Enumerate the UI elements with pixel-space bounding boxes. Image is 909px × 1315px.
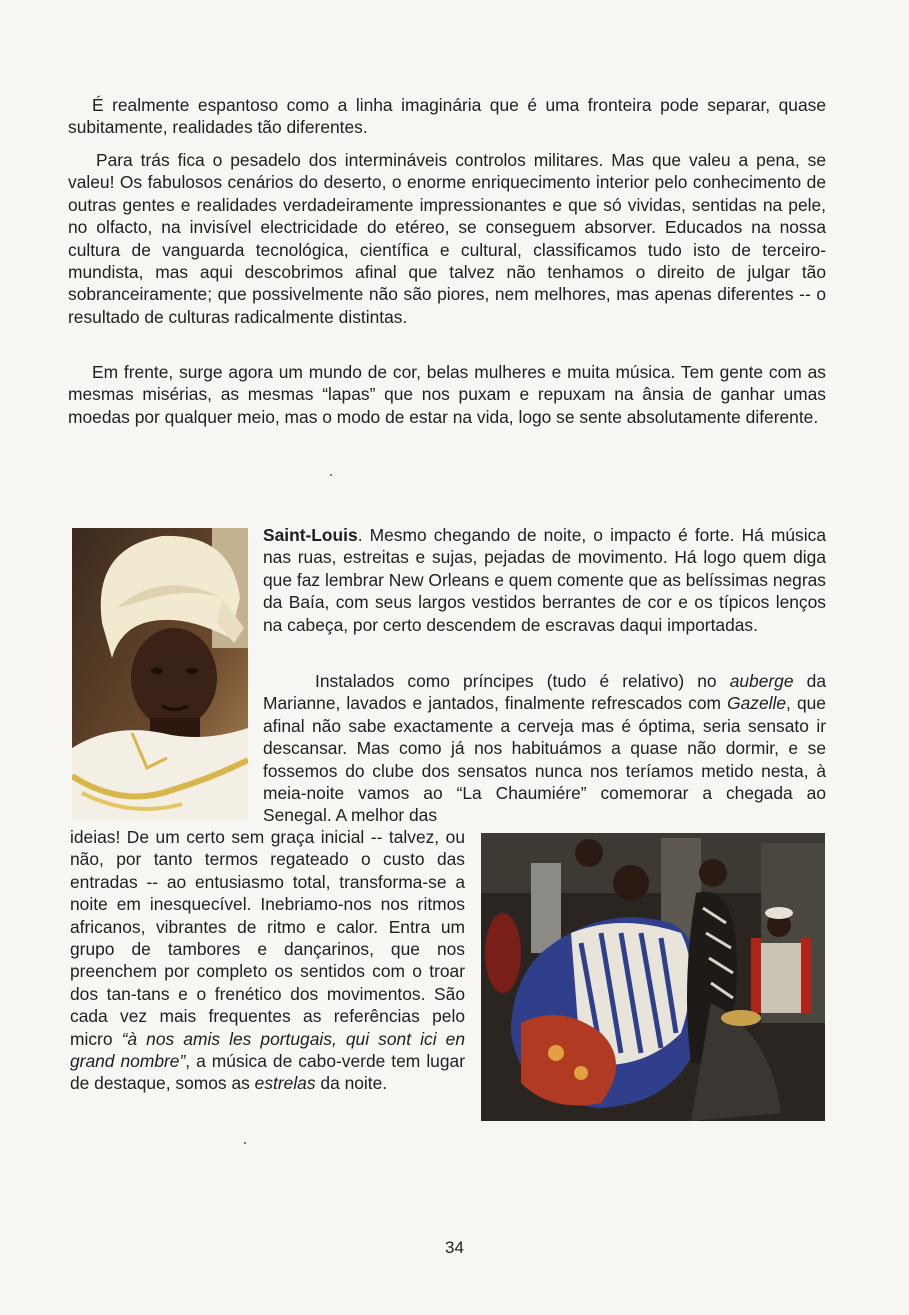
night-text-2: , a música de cabo-verde tem lugar de destaque, somos as xyxy=(70,1051,465,1094)
paragraph-saint-louis xyxy=(263,524,826,636)
speck xyxy=(244,1142,246,1144)
woman-headwrap-illustration xyxy=(72,528,248,821)
paragraph-new-world: Em frente, surge agora um mundo de cor, belas mulheres e muita música. Tem gente com as mesmas misérias, as mesmas “lapas” que nos puxam e repuxam na ânsia de ganhar umas moedas por qualquer meio, mas o modo de estar na vida, logo se sente absolutamente diferente. xyxy=(68,362,826,427)
saint-louis-text: . Mesmo chegando de noite, o impacto é forte. Há música nas ruas, estreitas e sujas, pejadas de movimento. Há logo quem diga que faz lembrar New Orleans e quem comente que as belíssimas negras da Baía, com seus largos vestidos berrantes de cor e os típicos lenços na cabeça, por certo descendem de escravas daqui importadas. xyxy=(263,525,826,635)
speck xyxy=(330,474,332,476)
paragraph-night xyxy=(70,826,465,1095)
dancers-photo xyxy=(481,833,825,1121)
instalados-auberge: auberge xyxy=(729,671,794,691)
instalados-text-1: Instalados como príncipes (tudo é relativo) no xyxy=(315,671,730,691)
paragraph-desert: Para trás fica o pesadelo dos intermináveis controlos militares. Mas que valeu a pena, se valeu! Os fabulosos cenários do deserto, o enorme enriquecimento interior pelo conhecimento de outras gentes e realidades verdadeiramente impressionantes e que só vividas, sentidas na pele, no olfacto, na invisível electricidade do etéreo, se conseguem absorver. Educados na nossa cultura de vanguarda tecnológica, científica e cultural, classificamos tudo isto de terceiro-mundista, mas aqui descobrimos afinal que talvez não tenhamos o direito de julgar tão sobranceiramente; que possivelmente não são piores, nem melhores, mas apenas diferentes -- o resultado de culturas radicalmente distintas. xyxy=(68,150,826,327)
dancers-illustration xyxy=(481,833,825,1121)
paragraph-intro: É realmente espantoso como a linha imaginária que é uma fronteira pode separar, quase subitamente, realidades tão diferentes. xyxy=(68,95,826,138)
instalados-text-2: da Marianne, lavados e jantados, finalmente refrescados com xyxy=(263,671,826,714)
paragraph-instalados xyxy=(263,670,826,827)
woman-headwrap-photo xyxy=(72,528,248,821)
instalados-text-3: , que afinal não sabe exactamente a cerveja mas é óptima, seria sensato ir descansar. Mas como já nos habituámos a quase não dormir, e se fossemos do clube dos sensatos nunca nos teríamos metido nesta, à meia-noite vamos ao “La Chaumiére” comemorar a chegada ao Senegal. A melhor das xyxy=(263,693,826,826)
night-quote: “à nos amis les portugais, qui sont ici en grand nombre” xyxy=(70,1028,465,1072)
night-text-1: ideias! De um certo sem graça inicial -- talvez, ou não, por tanto termos regateado o custo das entradas -- ao entusiasmo total, transforma-se a noite em inesquecível. Inebriamo-nos nos ritmos africanos, vibrantes de ritmo e calor. Entra um grupo de tambores e dançarinos, que nos preenchem por completo os sentidos com o troar dos tan-tans e o frenético dos movimentos. São cada vez mais frequentes as referências pelo micro xyxy=(70,827,465,1049)
saint-louis-heading: Saint-Louis xyxy=(263,525,358,545)
page-number: 34 xyxy=(445,1238,464,1257)
instalados-gazelle: Gazelle xyxy=(727,693,787,714)
night-estrelas: estrelas xyxy=(254,1073,316,1094)
night-text-3: da noite. xyxy=(315,1073,388,1094)
